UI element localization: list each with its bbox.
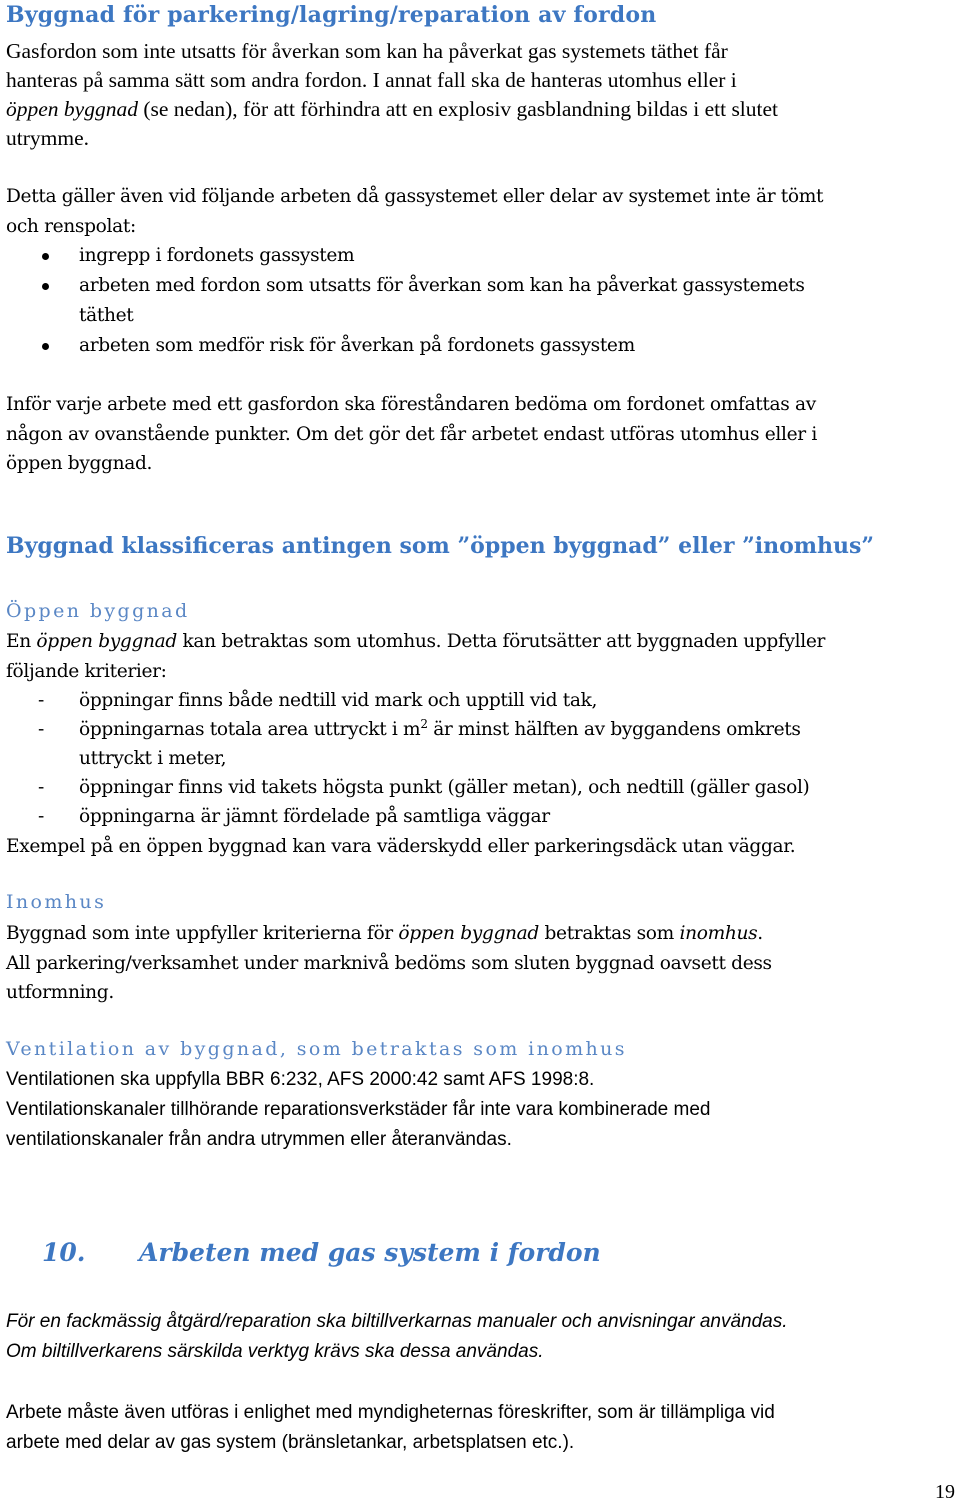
chapter-number: 10. xyxy=(42,1238,86,1267)
ventilation-line: Ventilationskanaler tillhörande reparationsverkstäder får inte vara kombinerade med xyxy=(6,1099,711,1120)
section-title-classification: Byggnad klassificeras antingen som ”öppen byggnad” eller ”inomhus” xyxy=(6,533,875,559)
indoor-line: Byggnad som inte uppfyller kriterierna för öppen byggnad betraktas som inomhus. xyxy=(6,923,763,944)
indoor-heading: Inomhus xyxy=(6,891,107,913)
chapter-italic-paragraph xyxy=(6,1307,788,1367)
page-number: 19 xyxy=(935,1481,955,1503)
works-intro-line: och renspolat: xyxy=(6,215,136,237)
dash-marker: - xyxy=(38,777,44,798)
section-title-parking: Byggnad för parkering/lagring/reparation av fordon xyxy=(6,2,657,28)
intro-line: hanteras på samma sätt som andra fordon. I annat fall ska de hanteras utomhus eller i xyxy=(6,68,737,92)
dash-marker: - xyxy=(38,690,44,711)
works-item: arbeten med fordon som utsatts för åverkan som kan ha påverkat gassystemets xyxy=(79,275,805,296)
works-item-continuation: täthet xyxy=(79,305,134,326)
ventilation-paragraph xyxy=(6,1065,710,1155)
works-intro-line: Detta gäller även vid följande arbeten då gassystemet eller delar av systemet inte är tömt xyxy=(6,186,824,207)
intro-line: Gasfordon som inte utsatts för åverkan som kan ha påverkat gas systemets täthet får xyxy=(6,39,728,63)
intro-line: utrymme. xyxy=(6,126,89,150)
chapter-italic-line: För en fackmässig åtgärd/reparation ska biltillverkarnas manualer och anvisningar användas. xyxy=(6,1311,788,1332)
bullet-marker xyxy=(42,343,49,350)
criteria-item: öppningar finns både nedtill vid mark och upptill vid tak, xyxy=(79,690,598,711)
intro-paragraph xyxy=(6,37,778,153)
indoor-line: utformning. xyxy=(6,982,114,1003)
chapter-italic-line: Om biltillverkarens särskilda verktyg krävs ska dessa användas. xyxy=(6,1341,544,1362)
before-work-line: öppen byggnad. xyxy=(6,453,153,474)
open-building-term: öppen byggnad xyxy=(6,97,138,121)
ventilation-line: Ventilationen ska uppfylla BBR 6:232, AFS 2000:42 samt AFS 1998:8. xyxy=(6,1069,595,1090)
criteria-item: öppningarna är jämnt fördelade på samtliga väggar xyxy=(79,806,550,827)
criteria-item: öppningar finns vid takets högsta punkt (gäller metan), och nedtill (gäller gasol) xyxy=(79,777,810,798)
works-intro xyxy=(6,182,823,241)
criteria-item: öppningarnas totala area uttryckt i $m^2$ är minst hälften av byggandens omkrets xyxy=(79,716,801,740)
indoor-line: All parkering/verksamhet under marknivå bedöms som sluten byggnad oavsett dess xyxy=(6,952,772,974)
before-work-paragraph xyxy=(6,390,817,479)
intro-line: öppen byggnad (se nedan), för att förhindra att en explosiv gasblandning bildas i ett slutet xyxy=(6,97,779,121)
chapter-title: Arbeten med gas system i fordon xyxy=(139,1238,601,1267)
open-building-paragraph xyxy=(6,627,825,686)
ventilation-line: ventilationskanaler från andra utrymmen eller återanvändas. xyxy=(6,1129,512,1150)
indoor-paragraph xyxy=(6,919,772,1008)
chapter-regular-line: arbete med delar av gas system (bränsletankar, arbetsplatsen etc.). xyxy=(6,1432,575,1453)
chapter-regular-line: Arbete måste även utföras i enlighet med myndigheternas föreskrifter, som är tillämpliga vid xyxy=(6,1402,775,1423)
open-building-line: följande kriterier: xyxy=(6,660,167,682)
bullet-marker xyxy=(42,283,49,290)
before-work-line: någon av ovanstående punkter. Om det gör det får arbetet endast utföras utomhus eller i xyxy=(6,423,817,445)
dash-marker: - xyxy=(38,806,44,827)
open-building-heading: Öppen byggnad xyxy=(6,600,190,622)
dash-marker: - xyxy=(38,719,44,740)
works-item: ingrepp i fordonets gassystem xyxy=(79,245,355,266)
chapter-regular-paragraph xyxy=(6,1398,775,1458)
criteria-item-continuation: uttryckt i meter, xyxy=(79,748,227,769)
works-item: arbeten som medför risk för åverkan på fordonets gassystem xyxy=(79,335,635,356)
open-building-line: En öppen byggnad kan betraktas som utomhus. Detta förutsätter att byggnaden uppfyller xyxy=(6,631,826,652)
ventilation-heading: Ventilation av byggnad, som betraktas som inomhus xyxy=(6,1038,627,1060)
bullet-marker xyxy=(42,253,49,260)
open-building-example: Exempel på en öppen byggnad kan vara väderskydd eller parkeringsdäck utan väggar. xyxy=(6,836,796,857)
before-work-line: Inför varje arbete med ett gasfordon ska föreståndaren bedöma om fordonet omfattas av xyxy=(6,394,816,415)
superscript-2: 2 xyxy=(420,716,428,731)
